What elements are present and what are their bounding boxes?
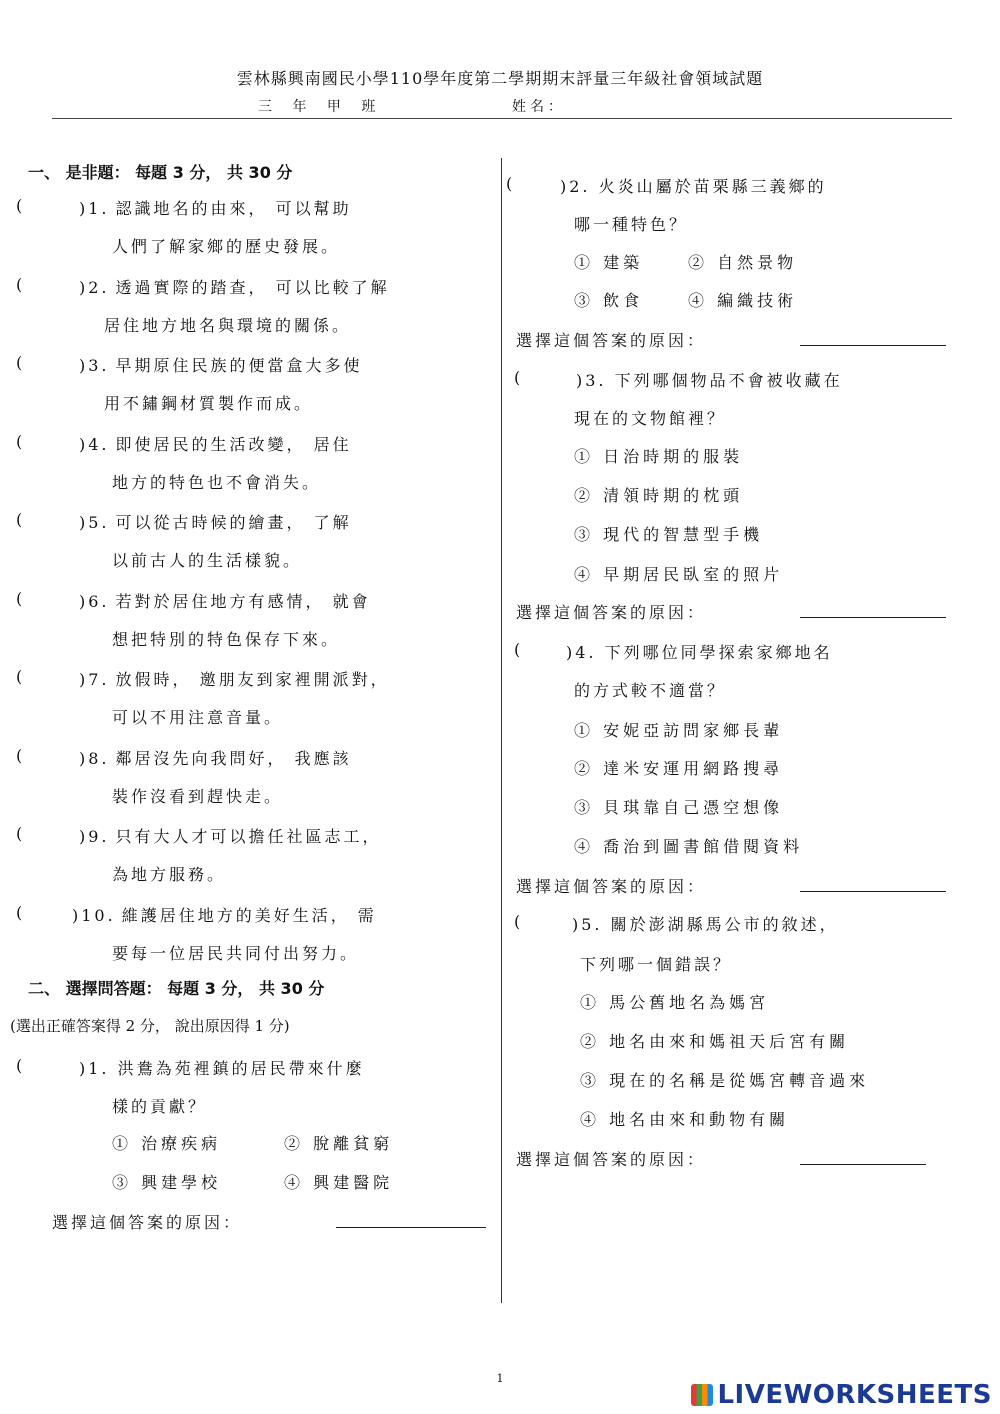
- question-line1: 火炎山屬於苗栗縣三義鄉的: [598, 177, 827, 196]
- class-label: 三 年 甲 班: [258, 99, 384, 115]
- reason-blank[interactable]: [800, 1163, 926, 1165]
- question-text: [79, 275, 390, 298]
- option-3[interactable]: ③ 興建學校: [112, 1173, 222, 1192]
- question-number: )4.: [79, 435, 110, 454]
- question-number: )3.: [576, 371, 607, 390]
- question-line1: 關於澎湖縣馬公市的敘述，: [610, 915, 839, 934]
- question-text: [560, 174, 827, 197]
- option-3[interactable]: ③ 現代的智慧型手機: [574, 525, 764, 544]
- question-number: )4.: [566, 643, 597, 662]
- answer-paren[interactable]: (: [514, 912, 521, 931]
- reason-label: 選擇這個答案的原因：: [516, 331, 707, 350]
- answer-paren[interactable]: (: [16, 353, 23, 372]
- question-line2: 為地方服務。: [112, 865, 227, 884]
- question-line1: 放假時， 邀朋友到家裡開派對，: [115, 670, 390, 689]
- reason-blank[interactable]: [800, 890, 946, 892]
- exam-title: 雲林縣興南國民小學110學年度第二學期期末評量三年級社會領域試題: [236, 69, 764, 88]
- answer-paren[interactable]: (: [16, 1056, 23, 1075]
- question-line2: 樣的貢獻？: [112, 1097, 208, 1116]
- question-line1: 即使居民的生活改變， 居住: [115, 435, 352, 454]
- option-4[interactable]: ④ 喬治到圖書館借閱資料: [574, 837, 804, 856]
- question-number: )5.: [572, 915, 603, 934]
- reason-blank[interactable]: [800, 616, 946, 618]
- question-number: )5.: [79, 513, 110, 532]
- option-1[interactable]: ① 安妮亞訪問家鄉長輩: [574, 721, 784, 740]
- question-line1: 可以從古時候的繪畫， 了解: [115, 513, 352, 532]
- question-line2: 裝作沒看到趕快走。: [112, 787, 284, 806]
- option-3[interactable]: ③ 貝琪靠自己憑空想像: [574, 798, 784, 817]
- question-line1: 透過實際的踏查， 可以比較了解: [115, 278, 390, 297]
- section1-heading: 一、 是非題： 每題 3 分， 共 30 分: [28, 163, 293, 182]
- option-2[interactable]: ② 脫離貧窮: [284, 1134, 394, 1153]
- option-1[interactable]: ① 建築: [574, 253, 644, 272]
- logo-text: LIVEWORKSHEETS: [717, 1380, 992, 1410]
- question-line2: 人們了解家鄉的歷史發展。: [112, 237, 341, 256]
- question-number: )7.: [79, 670, 110, 689]
- question-line1: 下列哪位同學探索家鄉地名: [604, 643, 833, 662]
- question-text: [576, 368, 843, 391]
- question-line2: 現在的文物館裡？: [574, 409, 727, 428]
- column-divider: [501, 158, 502, 1303]
- question-text: [566, 640, 833, 663]
- option-1[interactable]: ① 治療疾病: [112, 1134, 222, 1153]
- question-text: [79, 510, 352, 533]
- question-line1: 只有大人才可以擔任社區志工，: [115, 827, 382, 846]
- reason-label: 選擇這個答案的原因：: [516, 877, 707, 896]
- name-label: 姓名：: [512, 99, 566, 115]
- question-line2: 居住地方地名與環境的關係。: [104, 316, 352, 335]
- question-number: )2.: [560, 177, 591, 196]
- reason-blank[interactable]: [336, 1226, 486, 1228]
- answer-paren[interactable]: (: [16, 746, 23, 765]
- option-4[interactable]: ④ 興建醫院: [284, 1173, 394, 1192]
- option-4[interactable]: ④ 早期居民臥室的照片: [574, 565, 784, 584]
- option-2[interactable]: ② 地名由來和媽祖天后宮有關: [580, 1032, 850, 1051]
- answer-paren[interactable]: (: [16, 275, 23, 294]
- question-text: [79, 432, 352, 455]
- question-number: )9.: [79, 827, 110, 846]
- question-line2: 哪一種特色？: [574, 215, 689, 234]
- question-text: [572, 912, 839, 935]
- reason-label: 選擇這個答案的原因：: [52, 1213, 243, 1232]
- question-number: )6.: [79, 592, 110, 611]
- question-line1: 若對於居住地方有感情， 就會: [115, 592, 371, 611]
- option-2[interactable]: ② 清領時期的枕頭: [574, 486, 744, 505]
- answer-paren[interactable]: (: [514, 640, 521, 659]
- question-text: [79, 1056, 365, 1079]
- page-number: 1: [496, 1372, 504, 1385]
- answer-paren[interactable]: (: [514, 368, 521, 387]
- option-4[interactable]: ④ 地名由來和動物有關: [580, 1110, 790, 1129]
- question-line1: 維護居住地方的美好生活， 需: [121, 906, 377, 925]
- question-text: [79, 589, 371, 612]
- option-2[interactable]: ② 達米安運用網路搜尋: [574, 759, 784, 778]
- liveworksheets-logo: [691, 1380, 992, 1410]
- question-number: )2.: [79, 278, 110, 297]
- question-text: [79, 746, 352, 769]
- question-number: )1.: [79, 1059, 110, 1078]
- option-4[interactable]: ④ 編織技術: [688, 291, 798, 310]
- option-3[interactable]: ③ 飲食: [574, 291, 644, 310]
- answer-paren[interactable]: (: [506, 174, 513, 193]
- question-line1: 下列哪個物品不會被收藏在: [614, 371, 843, 390]
- answer-paren[interactable]: (: [16, 510, 23, 529]
- answer-paren[interactable]: (: [16, 589, 23, 608]
- question-line2: 以前古人的生活樣貌。: [112, 551, 303, 570]
- question-text: [79, 667, 390, 690]
- reason-blank[interactable]: [800, 344, 946, 346]
- question-text: [79, 353, 363, 376]
- answer-paren[interactable]: (: [16, 824, 23, 843]
- logo-icon: [691, 1384, 713, 1406]
- question-number: )8.: [79, 749, 110, 768]
- answer-paren[interactable]: (: [16, 196, 23, 215]
- question-line2: 想把特別的特色保存下來。: [112, 630, 341, 649]
- option-3[interactable]: ③ 現在的名稱是從媽宮轉音過來: [580, 1071, 870, 1090]
- reason-label: 選擇這個答案的原因：: [516, 1150, 707, 1169]
- question-text: [72, 903, 377, 926]
- question-line2: 用不鏽鋼材質製作而成。: [104, 394, 314, 413]
- reason-label: 選擇這個答案的原因：: [516, 603, 707, 622]
- question-line2: 的方式較不適當？: [574, 681, 727, 700]
- question-line1: 洪鴦為苑裡鎮的居民帶來什麼: [117, 1059, 365, 1078]
- answer-paren[interactable]: (: [16, 667, 23, 686]
- option-1[interactable]: ① 馬公舊地名為媽宮: [580, 993, 770, 1012]
- question-text: [79, 824, 382, 847]
- answer-paren[interactable]: (: [16, 432, 23, 451]
- question-line2: 下列哪一個錯誤？: [580, 955, 733, 974]
- question-line2: 要每一位居民共同付出努力。: [112, 944, 360, 963]
- option-2[interactable]: ② 自然景物: [688, 253, 798, 272]
- question-line1: 早期原住民族的便當盒大多使: [115, 356, 363, 375]
- question-number: )10.: [72, 906, 116, 925]
- question-line2: 地方的特色也不會消失。: [112, 473, 322, 492]
- question-text: [79, 196, 352, 219]
- section2-heading: 二、 選擇問答題： 每題 3 分， 共 30 分: [28, 979, 325, 998]
- question-line1: 認識地名的由來， 可以幫助: [115, 199, 352, 218]
- question-number: )3.: [79, 356, 110, 375]
- question-line1: 鄰居沒先向我問好， 我應該: [115, 749, 352, 768]
- question-number: )1.: [79, 199, 110, 218]
- header-divider: [52, 118, 952, 119]
- section2-note: (選出正確答案得 2 分， 說出原因得 1 分): [10, 1017, 290, 1035]
- question-line2: 可以不用注意音量。: [112, 708, 284, 727]
- option-1[interactable]: ① 日治時期的服裝: [574, 447, 744, 466]
- answer-paren[interactable]: (: [16, 903, 23, 922]
